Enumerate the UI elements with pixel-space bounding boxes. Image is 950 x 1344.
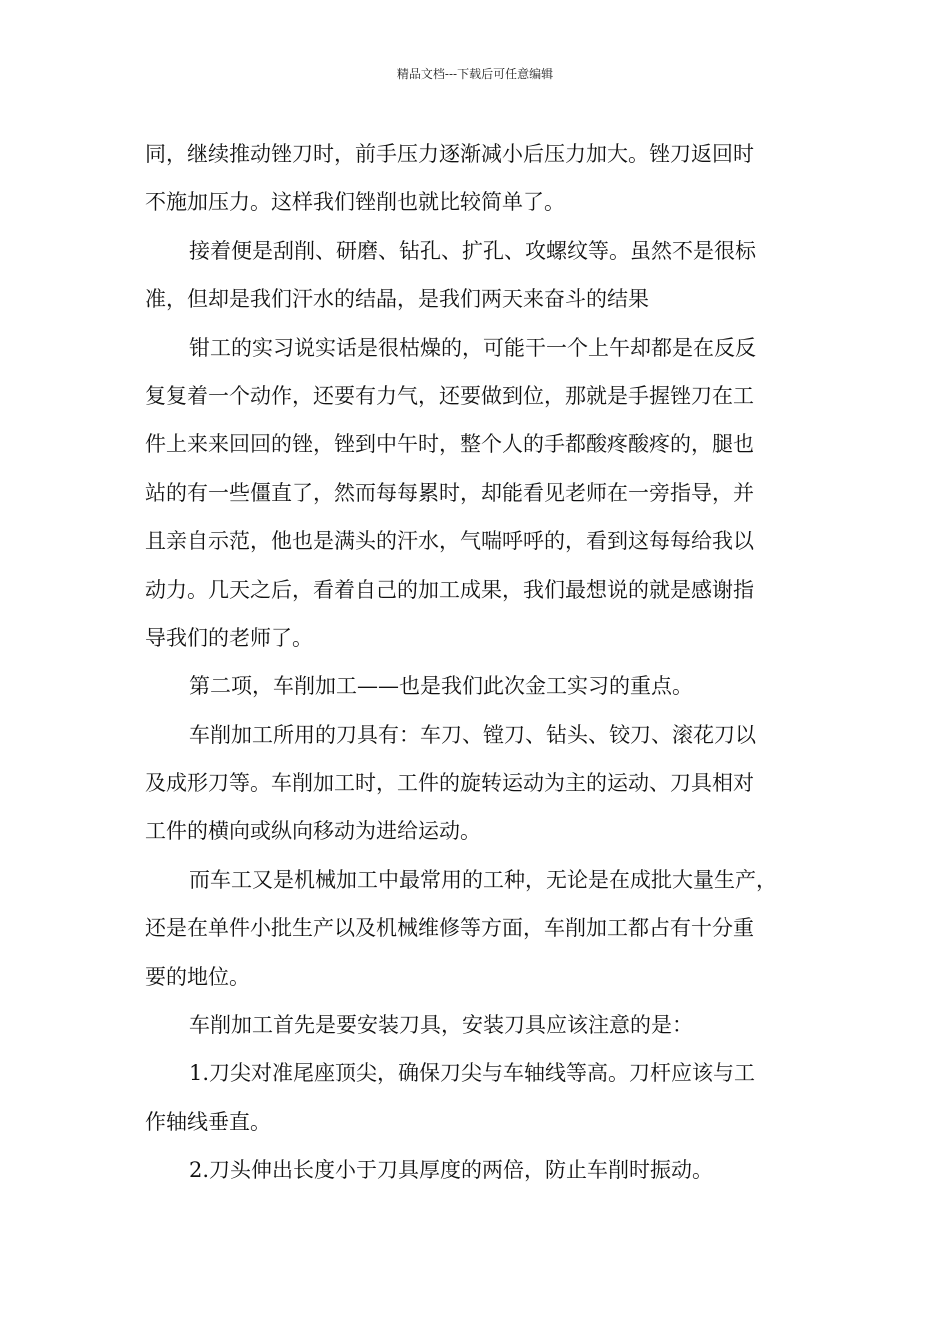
text-line: 钳工的实习说实话是很枯燥的，可能干一个上午却都是在反反 (189, 335, 756, 360)
text-line: 作轴线垂直。 (145, 1109, 271, 1134)
text-line: 且亲自示范，他也是满头的汗水，气喘呼呼的，看到这每每给我以 (145, 529, 754, 554)
text-line: 第二项，车削加工——也是我们此次金工实习的重点。 (189, 674, 693, 699)
page-header: 精品文档---下载后可任意编辑 (396, 67, 554, 81)
text-line: 动力。几天之后，看着自己的加工成果，我们最想说的就是感谢指 (145, 577, 754, 602)
text-line: 要的地位。 (145, 964, 250, 989)
document-body (145, 130, 810, 1195)
text-line: 2.刀头伸出长度小于刀具厚度的两倍，防止车削时振动。 (189, 1158, 714, 1183)
text-line: 同，继续推动锉刀时，前手压力逐渐减小后压力加大。锉刀返回时 (145, 142, 754, 166)
text-line: 复复着一个动作，还要有力气，还要做到位，那就是手握锉刀在工 (145, 383, 754, 408)
text-line: 不施加压力。这样我们锉削也就比较简单了。 (145, 190, 565, 215)
text-line: 车削加工所用的刀具有：车刀、镗刀、钻头、铰刀、滚花刀以 (189, 722, 756, 747)
text-line: 车削加工首先是要安装刀具，安装刀具应该注意的是： (189, 1013, 693, 1038)
text-line: 站的有一些僵直了，然而每每累时，却能看见老师在一旁指导，并 (145, 480, 754, 505)
text-line: 1.刀尖对准尾座顶尖，确保刀尖与车轴线等高。刀杆应该与工 (189, 1061, 756, 1086)
text-line: 导我们的老师了。 (145, 625, 313, 650)
text-line: 准，但却是我们汗水的结晶，是我们两天来奋斗的结果 (145, 287, 649, 312)
text-line: 及成形刀等。车削加工时，工件的旋转运动为主的运动、刀具相对 (145, 771, 754, 796)
text-line: 而车工又是机械加工中最常用的工种，无论是在成批大量生产， (189, 867, 777, 892)
text-line: 件上来来回回的锉，锉到中午时，整个人的手都酸疼酸疼的，腿也 (145, 432, 754, 457)
text-line: 还是在单件小批生产以及机械维修等方面，车削加工都占有十分重 (145, 916, 754, 941)
text-line: 接着便是刮削、研磨、钻孔、扩孔、攻螺纹等。虽然不是很标 (189, 238, 756, 263)
text-line: 工件的横向或纵向移动为进给运动。 (145, 819, 481, 844)
